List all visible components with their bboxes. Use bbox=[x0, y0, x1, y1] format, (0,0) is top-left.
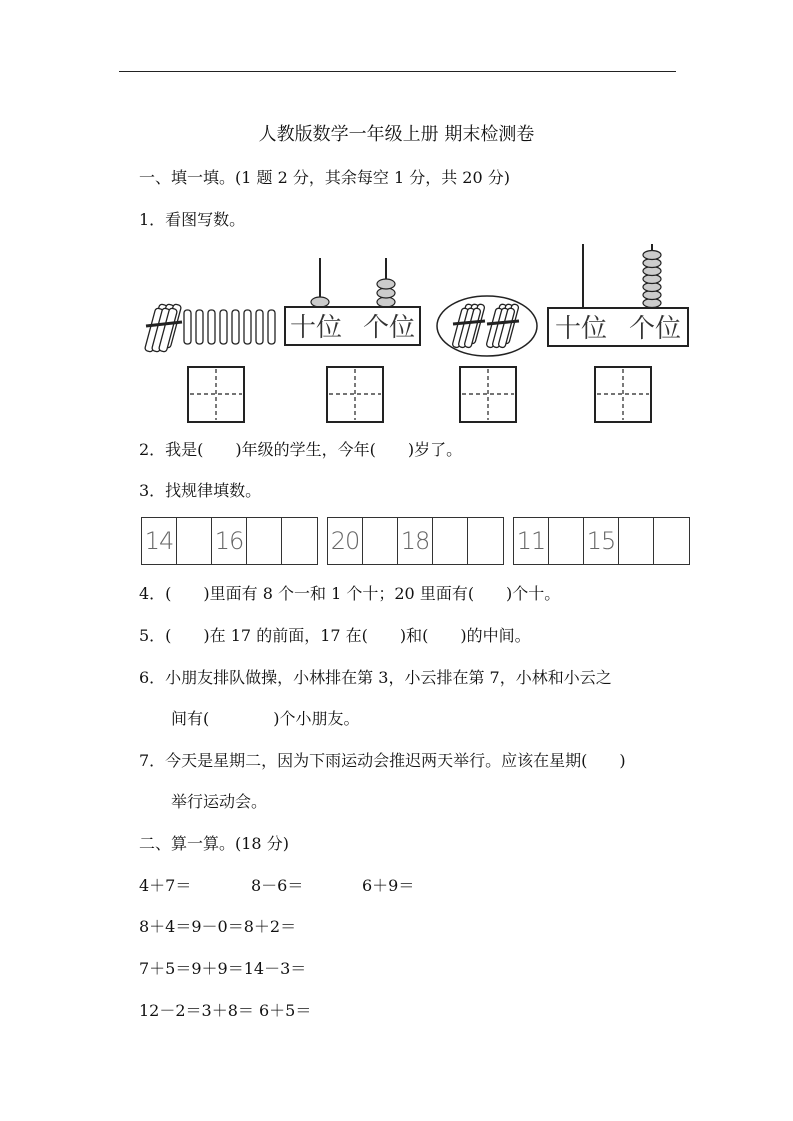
calc-row-1c: 6＋9＝ bbox=[362, 876, 415, 895]
answer-box-4[interactable] bbox=[595, 367, 651, 422]
sequence-blank[interactable] bbox=[619, 518, 654, 564]
sequence-blank[interactable] bbox=[177, 518, 212, 564]
section-1-heading: 一、填一填。(1 题 2 分，其余每空 1 分，共 20 分) bbox=[139, 168, 510, 187]
sequence-cell: 15 bbox=[584, 518, 619, 564]
sequence-blank[interactable] bbox=[549, 518, 584, 564]
sequence-cell: 11 bbox=[514, 518, 549, 564]
sequence-blank[interactable] bbox=[433, 518, 468, 564]
sequence-blank[interactable] bbox=[247, 518, 282, 564]
sequence-3 bbox=[513, 517, 690, 565]
calc-row-2: 8＋4＝9－0＝8＋2＝ bbox=[139, 917, 297, 936]
sequence-cell: 16 bbox=[212, 518, 247, 564]
counting-figure bbox=[140, 240, 700, 425]
question-7-line-1: 7．今天是星期二，因为下雨运动会推迟两天举行。应该在星期( ) bbox=[139, 751, 626, 770]
sequence-blank[interactable] bbox=[468, 518, 503, 564]
page-title: 人教版数学一年级上册 期末检测卷 bbox=[258, 124, 535, 145]
question-3: 3．找规律填数。 bbox=[139, 481, 262, 500]
sequence-blank[interactable] bbox=[282, 518, 317, 564]
question-7-line-2: 举行运动会。 bbox=[171, 792, 268, 811]
stick-bundle-icon bbox=[144, 304, 182, 353]
question-4: 4．( )里面有 8 个一和 1 个十；20 里面有( )个十。 bbox=[139, 584, 561, 603]
question-6-line-2: 间有( )个小朋友。 bbox=[171, 709, 360, 728]
calc-row-4: 12－2＝3＋8＝ 6＋5＝ bbox=[139, 1001, 312, 1020]
calc-row-1a: 4＋7＝ bbox=[139, 876, 192, 895]
abacus-1-tens-label: 十位 bbox=[289, 313, 343, 343]
question-5: 5．( )在 17 的前面，17 在( )和( )的中间。 bbox=[139, 626, 531, 645]
sequence-blank[interactable] bbox=[363, 518, 398, 564]
question-1: 1．看图写数。 bbox=[139, 210, 246, 229]
abacus-2 bbox=[548, 244, 688, 346]
loose-sticks-icon bbox=[184, 310, 275, 344]
question-6-line-1: 6．小朋友排队做操，小林排在第 3，小云排在第 7，小林和小云之 bbox=[139, 668, 612, 687]
two-bundles-icon bbox=[437, 296, 537, 356]
answer-box-3[interactable] bbox=[460, 367, 516, 422]
abacus-2-ones-label: 个位 bbox=[628, 314, 682, 344]
sequence-blank[interactable] bbox=[654, 518, 689, 564]
sequence-2 bbox=[327, 517, 504, 565]
abacus-2-tens-label: 十位 bbox=[554, 314, 608, 344]
calc-row-1b: 8－6＝ bbox=[251, 876, 304, 895]
sequence-cell: 14 bbox=[142, 518, 177, 564]
abacus-1-ones-label: 个位 bbox=[362, 313, 416, 343]
sequence-1 bbox=[141, 517, 318, 565]
header-rule bbox=[119, 71, 676, 72]
answer-box-1[interactable] bbox=[188, 367, 244, 422]
question-2: 2．我是( )年级的学生，今年( )岁了。 bbox=[139, 440, 463, 459]
sequence-cell: 18 bbox=[398, 518, 433, 564]
section-2-heading: 二、算一算。(18 分) bbox=[139, 834, 289, 853]
sequence-cell: 20 bbox=[328, 518, 363, 564]
calc-row-3: 7＋5＝9＋9＝14－3＝ bbox=[139, 959, 307, 978]
answer-box-2[interactable] bbox=[327, 367, 383, 422]
abacus-1 bbox=[285, 258, 420, 345]
